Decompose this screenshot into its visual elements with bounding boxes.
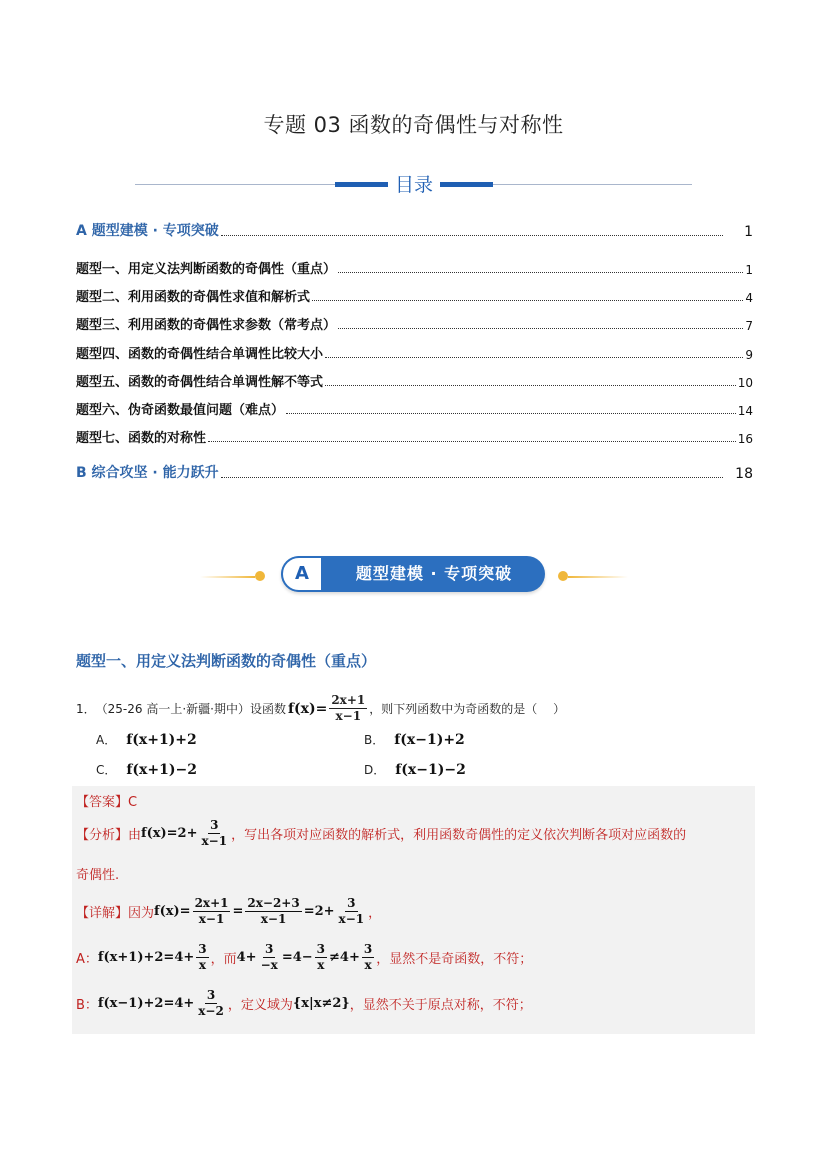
option-expr: f(x−1)−2 xyxy=(395,761,466,778)
detail-line xyxy=(76,896,381,927)
line-a-e3: =4− xyxy=(281,950,313,965)
denominator: x−1 xyxy=(338,912,365,926)
denominator: x xyxy=(317,958,325,972)
option-label: C． xyxy=(96,763,117,777)
toc-row-page: 7 xyxy=(745,319,753,333)
fraction xyxy=(196,942,208,973)
denominator: x−1 xyxy=(198,912,225,926)
toc-row[interactable] xyxy=(76,462,753,482)
detail-line-b xyxy=(76,988,532,1019)
toc-leader xyxy=(312,300,743,301)
toc-row-text: A 题型建模 · 专项突破 xyxy=(76,223,219,239)
detail-end: ， xyxy=(368,906,382,921)
line-b-set: {x|x≠2} xyxy=(292,996,350,1011)
toc-leader xyxy=(208,441,736,442)
line-a-tag: A： xyxy=(76,952,98,967)
toc-row-page: 1 xyxy=(745,263,753,277)
line-b-end: ，显然不关于原点对称，不符； xyxy=(349,998,532,1013)
numerator: 2x+1 xyxy=(331,693,366,707)
line-a-e2: 4+ xyxy=(236,950,257,965)
banner-line-left xyxy=(200,576,255,578)
analysis-text: ，写出各项对应函数的解析式，利用函数奇偶性的定义依次判断各项对应函数的 xyxy=(231,828,687,843)
toc-row[interactable] xyxy=(76,257,753,277)
equals: =2+ xyxy=(303,904,335,919)
toc-row-page: 10 xyxy=(737,376,753,390)
toc-row[interactable] xyxy=(76,370,753,390)
numerator: 2x−2+3 xyxy=(247,896,300,910)
toc-row-text: 题型七、函数的对称性 xyxy=(76,431,207,446)
denominator: x−1 xyxy=(335,709,362,723)
toc-row-text: 题型四、函数的奇偶性结合单调性比较大小 xyxy=(76,347,324,362)
question-tail: ，则下列函数中为奇函数的是（ ） xyxy=(369,702,566,716)
document-title: 专题 03 函数的奇偶性与对称性 xyxy=(263,113,564,137)
line-a-mid: ，而 xyxy=(210,952,237,967)
toc-row[interactable] xyxy=(76,285,753,305)
toc-row-text: B 综合攻坚 · 能力跃升 xyxy=(76,465,219,481)
numerator: 3 xyxy=(206,988,216,1002)
numerator: 3 xyxy=(363,942,373,956)
banner-line-right xyxy=(568,576,628,578)
line-a-end: ，显然不是奇函数，不符； xyxy=(376,952,533,967)
detail-tag: 【详解】因为 xyxy=(76,906,155,921)
option-b[interactable] xyxy=(364,731,465,748)
numerator: 3 xyxy=(210,818,219,832)
numerator: 3 xyxy=(316,942,326,956)
option-label: D． xyxy=(364,763,386,777)
fraction xyxy=(245,896,301,927)
question-stem xyxy=(76,693,565,724)
detail-f: f(x)= xyxy=(154,904,191,919)
denominator: x−1 xyxy=(260,912,287,926)
fraction xyxy=(196,988,226,1019)
banner-dot-right xyxy=(558,571,568,581)
toc-row-page: 18 xyxy=(735,466,753,482)
toc-leader xyxy=(221,477,723,478)
line-a-expr: f(x+1)+2=4+ xyxy=(97,950,195,965)
banner-letter: A xyxy=(281,556,323,592)
toc-row[interactable] xyxy=(76,398,753,418)
toc-row-page: 16 xyxy=(737,432,753,446)
line-b-tag: B： xyxy=(76,998,98,1013)
option-expr: f(x+1)−2 xyxy=(126,761,197,778)
numerator: 3 xyxy=(265,942,274,956)
toc-row-text: 题型三、利用函数的奇偶性求参数（常考点） xyxy=(76,318,337,333)
fraction xyxy=(200,818,230,849)
denominator: x−2 xyxy=(198,1004,224,1018)
toc-row[interactable] xyxy=(76,426,753,446)
toc-label: 目录 xyxy=(394,174,433,196)
toc-bar-left xyxy=(335,182,388,187)
analysis-tag: 【分析】由 xyxy=(76,828,142,843)
denominator: x xyxy=(364,958,372,972)
toc-row-page: 4 xyxy=(745,291,753,305)
option-a[interactable] xyxy=(96,731,197,748)
section-banner xyxy=(281,556,545,592)
denominator: x−1 xyxy=(201,834,228,848)
analysis-line-2 xyxy=(76,864,119,883)
fraction xyxy=(329,693,367,724)
toc-leader xyxy=(221,235,723,236)
question-number: 1． xyxy=(76,702,96,716)
numerator: 3 xyxy=(347,896,356,910)
toc-leader xyxy=(286,413,736,414)
option-label: B． xyxy=(364,733,385,747)
line-a-e4: ≠4+ xyxy=(329,950,360,965)
answer-line xyxy=(76,791,137,810)
answer-text: 【答案】C xyxy=(76,795,138,810)
analysis-text-2: 奇偶性. xyxy=(76,868,120,883)
toc-leader xyxy=(338,328,743,329)
option-expr: f(x−1)+2 xyxy=(394,731,465,748)
toc-row-page: 1 xyxy=(744,224,753,240)
toc-leader xyxy=(338,272,743,273)
toc-row-text: 题型五、函数的奇偶性结合单调性解不等式 xyxy=(76,375,324,390)
toc-row-page: 9 xyxy=(745,348,753,362)
toc-row-page: 14 xyxy=(737,404,753,418)
section-heading: 题型一、用定义法判断函数的奇偶性（重点） xyxy=(76,652,377,670)
numerator: 3 xyxy=(198,942,207,956)
analysis-line xyxy=(76,818,686,849)
question-source: （25-26 高一上·新疆·期中）设函数 xyxy=(95,702,286,716)
toc-row[interactable] xyxy=(76,220,753,240)
banner-text: 题型建模 · 专项突破 xyxy=(355,564,513,583)
denominator: x xyxy=(198,958,207,972)
toc-rule-left xyxy=(135,184,335,185)
analysis-expr: f(x)=2+ xyxy=(141,826,198,841)
option-d[interactable] xyxy=(364,761,466,778)
option-c[interactable] xyxy=(96,761,197,778)
fraction xyxy=(259,942,280,973)
numerator: 2x+1 xyxy=(194,896,229,910)
option-expr: f(x+1)+2 xyxy=(126,731,197,748)
option-label: A． xyxy=(96,733,117,747)
fraction xyxy=(315,942,327,973)
toc-bar-right xyxy=(440,182,493,187)
fraction xyxy=(362,942,374,973)
denominator: −x xyxy=(260,958,278,972)
toc-row[interactable] xyxy=(76,342,753,362)
toc-rule-right xyxy=(493,184,692,185)
fraction xyxy=(337,896,367,927)
detail-line-a xyxy=(76,942,532,973)
toc-leader xyxy=(325,357,743,358)
line-b-expr: f(x−1)+2=4+ xyxy=(97,996,195,1011)
toc-row-text: 题型一、用定义法判断函数的奇偶性（重点） xyxy=(76,262,337,277)
toc-row-text: 题型二、利用函数的奇偶性求值和解析式 xyxy=(76,290,311,305)
toc-row[interactable] xyxy=(76,313,753,333)
equals: = xyxy=(232,904,244,919)
banner-dot-left xyxy=(255,571,265,581)
toc-row-text: 题型六、伪奇函数最值问题（难点） xyxy=(76,403,285,418)
line-b-mid: ，定义域为 xyxy=(227,998,293,1013)
toc-leader xyxy=(325,385,736,386)
fraction xyxy=(193,896,231,927)
function-def: f(x)= xyxy=(287,700,328,717)
